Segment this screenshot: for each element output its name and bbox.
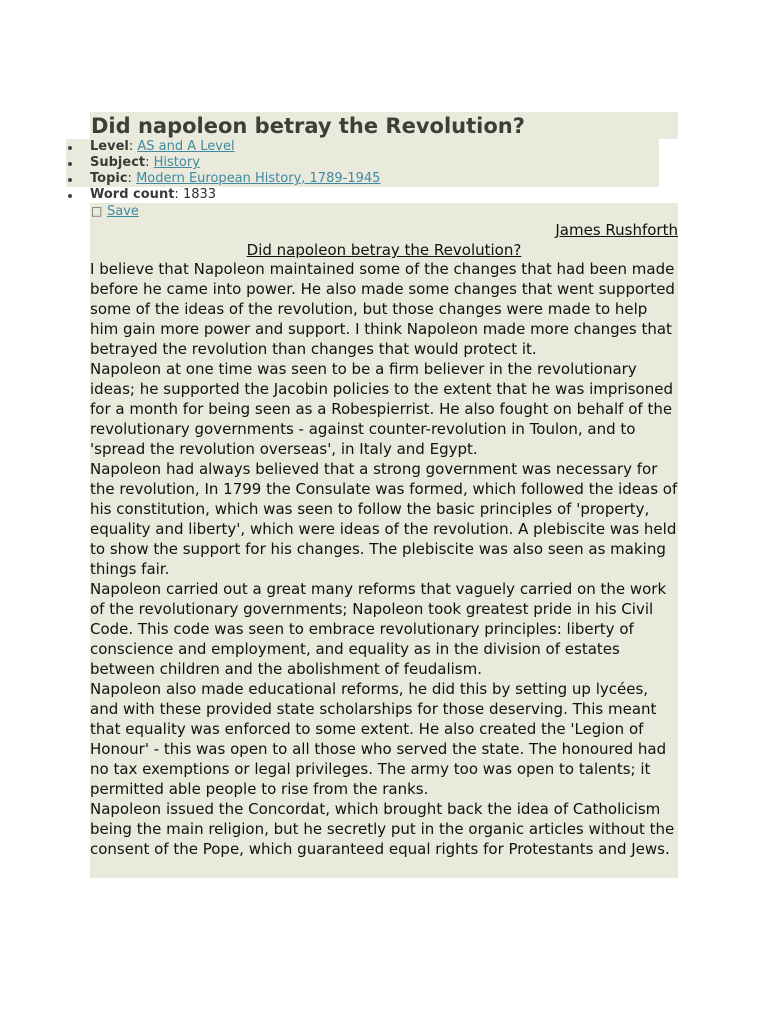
essay-paragraph: Napoleon carried out a great many reforms that vaguely carried on the work of the revolutionary governments; Napoleon took greatest pride in his Civil Code. This code was seen to embrace revolutionary principles: liberty of conscience and employment, and equality as in the division of estates between children and the abolishment of feudalism. <box>90 580 667 678</box>
save-row <box>90 203 678 221</box>
topic-link[interactable]: Modern European History, 1789-1945 <box>136 171 381 186</box>
document-meta-list <box>66 139 380 203</box>
essay-author: James Rushforth <box>555 221 678 239</box>
essay-title: Did napoleon betray the Revolution? <box>246 241 522 259</box>
save-link[interactable]: Save <box>107 204 139 219</box>
word-count-value: 1833 <box>182 187 217 202</box>
meta-topic-label: Topic <box>90 171 128 186</box>
bullet-icon <box>68 178 72 182</box>
bullet-icon <box>68 146 72 150</box>
subject-link[interactable]: History <box>153 155 200 170</box>
meta-word-count: Word count: 1833 <box>66 187 380 203</box>
meta-topic: Topic: Modern European History, 1789-1945 <box>66 171 380 187</box>
meta-subject: Subject: History <box>66 155 380 171</box>
meta-level: Level: AS and A Level <box>66 139 380 155</box>
bullet-icon <box>68 194 72 198</box>
essay-paragraph: Napoleon had always believed that a strong government was necessary for the revolution, In 1799 the Consulate was formed, which followed the ideas of his constitution, which was seen to follow the basic principles of 'property, equality and liberty', which were ideas of the revolution. A plebiscite was held to show the support for his changes. The plebiscite was also seen as making things fair. <box>90 460 678 578</box>
meta-wordcount-label: Word count <box>90 187 175 202</box>
bullet-icon <box>68 162 72 166</box>
essay-paragraph: Napoleon issued the Concordat, which brought back the idea of Catholicism being the main religion, but he secretly put in the organic articles without the consent of the Pope, which guaranteed equal rights for Protestants and Jews. <box>90 800 675 858</box>
level-link[interactable]: AS and A Level <box>137 139 235 154</box>
bookmark-icon[interactable]: □ <box>91 204 103 218</box>
essay-paragraph: I believe that Napoleon maintained some of the changes that had been made before he came into power. He also made some changes that went supported some of the ideas of the revolution, but those changes were made to help him gain more power and support. I think Napoleon made more changes that betrayed the revolution than changes that would protect it. <box>90 260 675 358</box>
essay-paragraph: Napoleon also made educational reforms, he did this by setting up lycées, and with these provided state scholarships for those deserving. This meant that equality was enforced to some extent. He also created the 'Legion of Honour' - this was open to all those who served the state. The honoured had no tax exemptions or legal privileges. The army too was open to talents; it permitted able people to rise from the ranks. <box>90 680 667 798</box>
essay-body <box>90 259 680 859</box>
page-title: Did napoleon betray the Revolution? <box>91 114 525 138</box>
meta-subject-label: Subject <box>90 155 146 170</box>
meta-level-label: Level <box>90 139 129 154</box>
essay-paragraph: Napoleon at one time was seen to be a firm believer in the revolutionary ideas; he supported the Jacobin policies to the extent that he was imprisoned for a month for being seen as a Robespierrist. He also fought on behalf of the revolutionary governments - against counter-revolution in Toulon, and to 'spread the revolution overseas', in Italy and Egypt. <box>90 360 673 458</box>
